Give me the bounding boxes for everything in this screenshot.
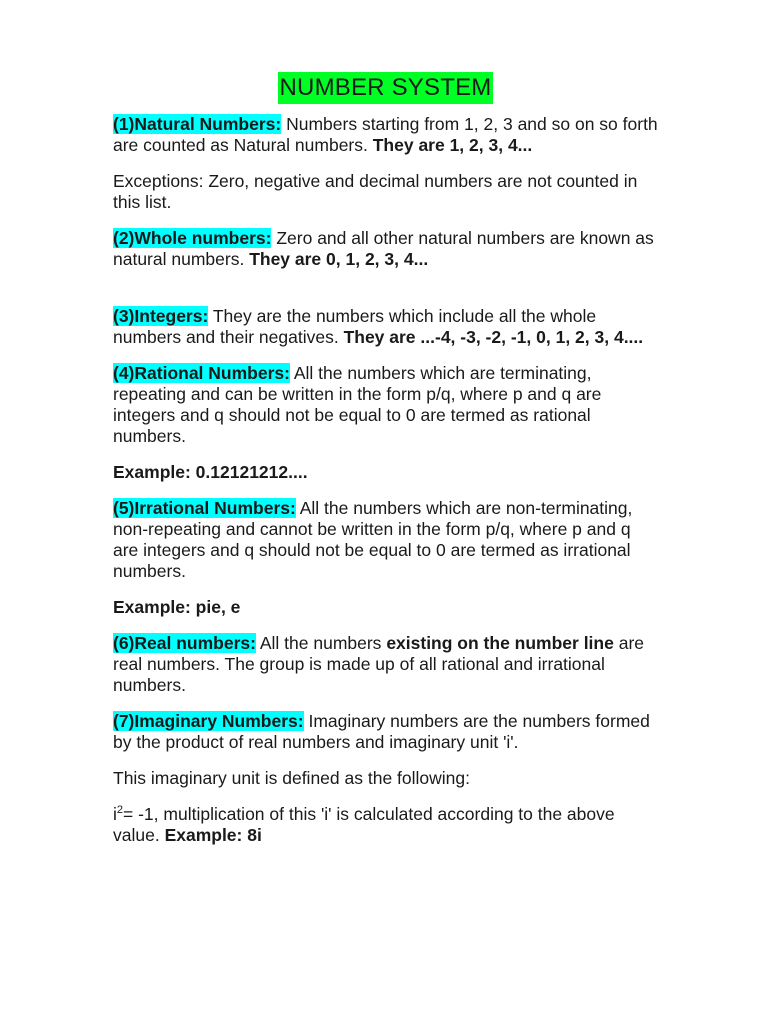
paragraph-imaginary-definition [113, 804, 658, 846]
paragraph-imaginary-numbers [113, 711, 658, 753]
heading-rational-numbers: (4)Rational Numbers: [113, 363, 290, 383]
real-numbers-text-before: All the numbers [255, 633, 387, 653]
heading-real-numbers: (6)Real numbers: [113, 633, 256, 653]
paragraph-exceptions [113, 171, 658, 213]
paragraph-integers [113, 306, 658, 348]
irrational-numbers-text: All the numbers which are non-terminating, non-repeating and cannot be written in the form p/q, where p and q are integers and q should not be equal to 0 are termed as irrational numbers. [113, 498, 633, 581]
paragraph-imaginary-unit [113, 768, 658, 789]
natural-numbers-text: Numbers starting from 1, 2, 3 and so on so forth are counted as Natural numbers. [113, 114, 658, 155]
paragraph-whole-numbers [113, 228, 658, 270]
imaginary-unit-text: This imaginary unit is defined as the following: [113, 768, 470, 788]
paragraph-rational-numbers [113, 363, 658, 447]
paragraph-rational-example [113, 462, 658, 483]
exceptions-text: Exceptions: Zero, negative and decimal numbers are not counted in this list. [113, 171, 638, 212]
integers-list: They are ...-4, -3, -2, -1, 0, 1, 2, 3, 4.... [343, 327, 644, 347]
natural-numbers-list: They are 1, 2, 3, 4... [372, 135, 533, 155]
imaginary-example: Example: 8i [164, 825, 262, 845]
real-numbers-text-after: are real numbers. The group is made up of all rational and irrational numbers. [113, 633, 644, 695]
title-container [113, 72, 658, 104]
heading-imaginary-numbers: (7)Imaginary Numbers: [113, 711, 304, 731]
real-numbers-emphasis: existing on the number line [386, 633, 614, 653]
imaginary-definition-text: = -1, multiplication of this 'i' is calculated according to the above value. [113, 804, 615, 845]
rational-example-text: Example: 0.12121212.... [113, 462, 308, 482]
imaginary-exponent: 2 [116, 804, 124, 817]
heading-natural-numbers: (1)Natural Numbers: [113, 114, 282, 134]
paragraph-irrational-example [113, 597, 658, 618]
integers-text: They are the numbers which include all the whole numbers and their negatives. [113, 306, 597, 347]
paragraph-irrational-numbers [113, 498, 658, 582]
document-page [113, 72, 658, 861]
imaginary-base: i [113, 804, 117, 824]
whole-numbers-text: Zero and all other natural numbers are known as natural numbers. [113, 228, 654, 269]
rational-numbers-text: All the numbers which are terminating, repeating and can be written in the form p/q, where p and q are integers and q should not be equal to 0 are termed as rational numbers. [113, 363, 602, 446]
heading-irrational-numbers: (5)Irrational Numbers: [113, 498, 296, 518]
heading-whole-numbers: (2)Whole numbers: [113, 228, 272, 248]
irrational-example-text: Example: pie, e [113, 597, 241, 617]
paragraph-natural-numbers [113, 114, 658, 156]
paragraph-real-numbers [113, 633, 658, 696]
whole-numbers-list: They are 0, 1, 2, 3, 4... [249, 249, 429, 269]
page-title: NUMBER SYSTEM [278, 72, 494, 104]
heading-integers: (3)Integers: [113, 306, 209, 326]
imaginary-numbers-text: Imaginary numbers are the numbers formed by the product of real numbers and imaginary unit 'i'. [113, 711, 650, 752]
